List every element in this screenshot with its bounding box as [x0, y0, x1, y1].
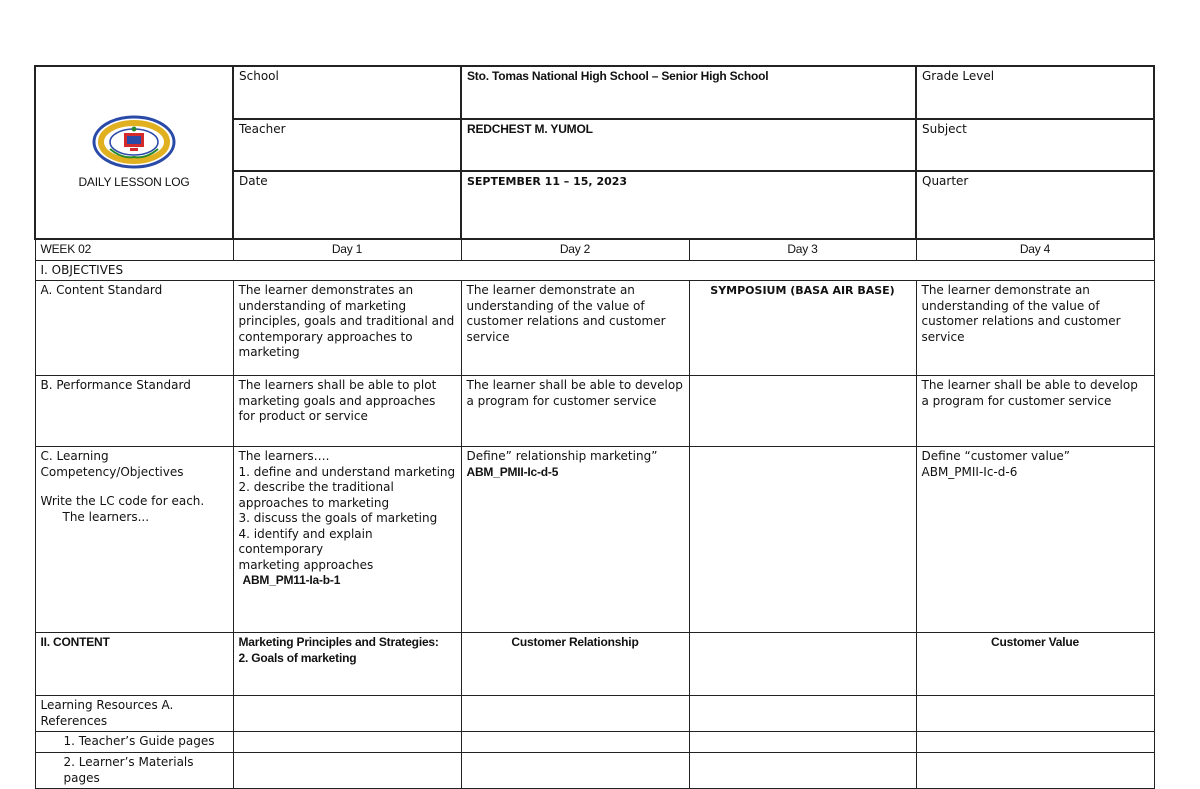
date-label: Date	[233, 171, 461, 239]
day-4-header: Day 4	[916, 239, 1154, 260]
lc-day1-item: 4. identify and explain contemporary	[238, 526, 373, 556]
tg-day4	[916, 732, 1154, 753]
learning-competency-day4	[916, 447, 1154, 633]
performance-standard-label: B. Performance Standard	[35, 376, 233, 447]
lc-day1-item: 1. define and understand marketing	[238, 464, 456, 479]
lc-day4-code: ABM_PMII-Ic-d-6	[921, 464, 1018, 479]
content-standard-day1: The learner demonstrates an understanding of marketing principles, goals and traditional and contemporary approaches to marketing	[233, 281, 461, 376]
content-day1-line2: 2. Goals of marketing	[238, 650, 357, 665]
learning-competency-label: C. Learning Competency/Objectives	[40, 449, 184, 479]
grade-level-label: Grade Level	[916, 66, 1154, 119]
learning-resources-label: Learning Resources A. References	[35, 696, 233, 732]
day-2-header: Day 2	[461, 239, 689, 260]
lc-day1-item: 2. describe the traditional approaches to marketing	[238, 480, 394, 510]
quarter-label: Quarter	[916, 171, 1154, 239]
objectives-heading: I. OBJECTIVES	[35, 260, 1154, 281]
date-value: SEPTEMBER 11 – 15, 2023	[461, 171, 916, 239]
performance-standard-day3	[689, 376, 916, 447]
learners-sublabel: The learners...	[62, 509, 150, 524]
lc-code-note: Write the LC code for each.	[40, 494, 205, 508]
lc-day1-intro: The learners….	[238, 449, 330, 463]
school-label: School	[233, 66, 461, 119]
week-label: WEEK 02	[35, 239, 233, 260]
teacher-value: REDCHEST M. YUMOL	[461, 119, 916, 172]
lc-day4-text: Define “customer value”	[921, 449, 1071, 463]
lc-day1-item: marketing approaches	[238, 557, 374, 572]
content-standard-day3: SYMPOSIUM (BASA AIR BASE)	[689, 281, 916, 376]
content-standard-label: A. Content Standard	[35, 281, 233, 376]
content-day2: Customer Relationship	[461, 633, 689, 696]
tg-day3	[689, 732, 916, 753]
resources-day3	[689, 696, 916, 732]
lm-day2	[461, 753, 689, 789]
performance-standard-day2: The learner shall be able to develop a program for customer service	[461, 376, 689, 447]
day-3-header: Day 3	[689, 239, 916, 260]
teacher-label: Teacher	[233, 119, 461, 172]
content-day1-line1: Marketing Principles and Strategies:	[238, 635, 439, 649]
school-logo-cell	[35, 66, 233, 239]
lm-day3	[689, 753, 916, 789]
tg-day1	[233, 732, 461, 753]
tg-day2	[461, 732, 689, 753]
lc-day1-item: 3. discuss the goals of marketing	[238, 511, 438, 525]
learning-competency-label-cell	[35, 447, 233, 633]
subject-label: Subject	[916, 119, 1154, 172]
content-standard-day4: The learner demonstrate an understanding of the value of customer relations and customer service	[916, 281, 1154, 376]
lm-day4	[916, 753, 1154, 789]
school-value: Sto. Tomas National High School – Senior High School	[461, 66, 916, 119]
lm-day1	[233, 753, 461, 789]
content-day3	[689, 633, 916, 696]
learners-materials-label: 2. Learner’s Materials pages	[35, 753, 233, 789]
content-day1	[233, 633, 461, 696]
day-1-header: Day 1	[233, 239, 461, 260]
performance-standard-day4: The learner shall be able to develop a program for customer service	[916, 376, 1154, 447]
content-standard-day2: The learner demonstrate an understanding of the value of customer relations and customer service	[461, 281, 689, 376]
performance-standard-day1: The learners shall be able to plot marketing goals and approaches for product or service	[233, 376, 461, 447]
school-seal-logo	[92, 115, 176, 169]
learning-competency-day1	[233, 447, 461, 633]
lc-day2-code: ABM_PMII-Ic-d-5	[466, 464, 559, 479]
learning-competency-day3	[689, 447, 916, 633]
daily-lesson-log-title: DAILY LESSON LOG	[78, 175, 190, 189]
content-day4: Customer Value	[916, 633, 1154, 696]
lc-day1-code: ABM_PM11-Ia-b-1	[242, 573, 341, 587]
content-heading: II. CONTENT	[35, 633, 233, 696]
learning-competency-day2	[461, 447, 689, 633]
resources-day1	[233, 696, 461, 732]
resources-day4	[916, 696, 1154, 732]
teachers-guide-label: 1. Teacher’s Guide pages	[35, 732, 233, 753]
resources-day2	[461, 696, 689, 732]
daily-lesson-log-table	[34, 65, 1155, 789]
lc-day2-text: Define” relationship marketing”	[466, 449, 658, 463]
